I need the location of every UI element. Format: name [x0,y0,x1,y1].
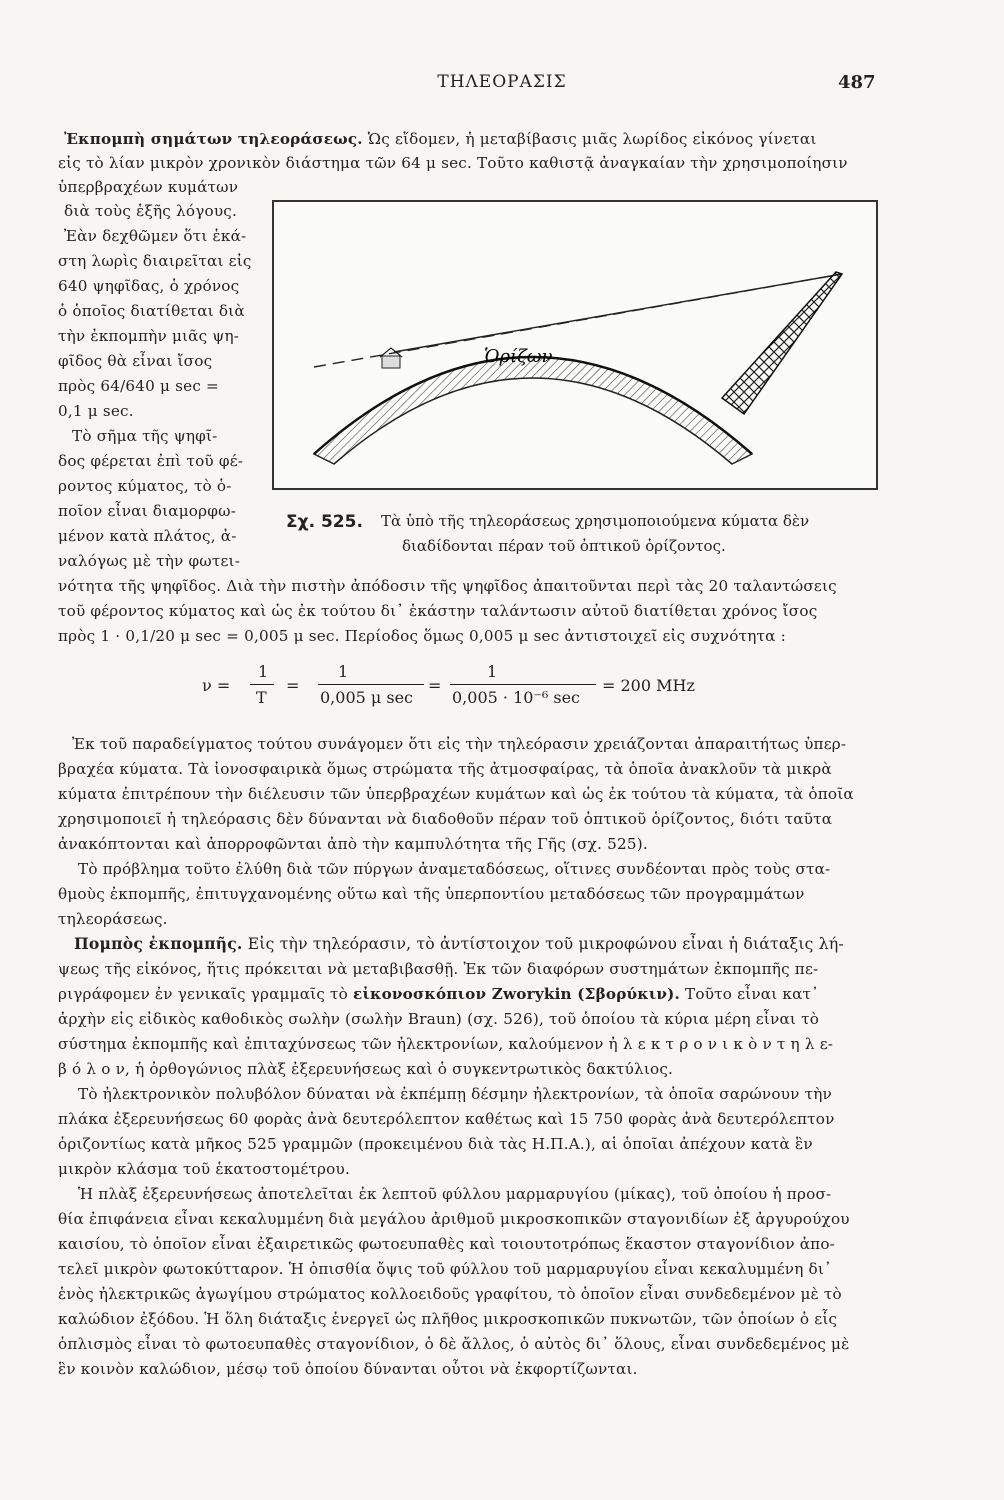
formula-lhs: ν = [202,676,231,695]
formula-equals: = [428,676,442,695]
paragraph-line: φῖδος θὰ εἶναι ἴσος [58,352,213,370]
paragraph-line: ὁ ὁποῖος διατίθεται διὰ [58,302,245,320]
formula-equals: = [286,676,300,695]
formula-denominator: T [256,688,267,707]
figure-caption-number: Σχ. 525. [286,512,363,532]
paragraph-line: β ό λ ο ν, ἡ ὀρθογώνιος πλὰξ ἐξερευνήσεως καὶ ὁ συγκεντρωτικὸς δακτύλιος. [58,1060,674,1078]
paragraph-line: μένον κατὰ πλάτος, ἀ- [58,527,237,545]
paragraph-line: Ἡ πλὰξ ἐξερευνήσεως ἀποτελεῖται ἐκ λεπτοῦ φύλλου μαρμαρυγίου (μίκας), τοῦ ὁποίου ἡ προσ- [78,1185,832,1203]
paragraph-line: ἓν κοινὸν καλώδιον, μέσῳ τοῦ ὁποίου δύνανται οὗτοι νὰ ἐκφορτίζωνται. [58,1360,638,1378]
section3-heading: Πομπὸς ἐκπομπῆς. [74,934,243,953]
iconoscope-term: εἰκονοσκόπιον Zworykin (Σβορύκιν). [353,985,680,1003]
paragraph-line: τηλεοράσεως. [58,910,168,928]
paragraph-line: μικρὸν κλάσμα τοῦ ἑκατοστομέτρου. [58,1160,350,1178]
paragraph-line: πλάκα ἐξερευνήσεως 60 φορὰς ἀνὰ δευτερόλεπτον καθέτως καὶ 15 750 φορὰς ἀνὰ δευτερόλεπτον [58,1110,835,1128]
paragraph-line: 0,1 μ sec. [58,402,134,420]
paragraph-line: καλώδιον ἐξόδου. Ἡ ὅλη διάταξις ἐνεργεῖ ὡς πλῆθος μικροσκοπικῶν πυκνωτῶν, τῶν ὁποίων ὁ εἷς [58,1310,838,1328]
earth-curvature [314,357,752,464]
paragraph-line: εἰς τὸ λίαν μικρὸν χρονικὸν διάστημα τῶν 64 μ sec. Τοῦτο καθιστᾷ ἀναγκαίαν τὴν χρησιμοποίησιν [58,154,848,172]
paragraph-line: θμοὺς ἐκπομπῆς, ἐπιτυγχανομένης οὕτω καὶ τῆς ὑπερποντίου μεταδόσεως τῶν προγραμμάτων [58,885,805,903]
paragraph-line: θία ἐπιφάνεια εἶναι κεκαλυμμένη διὰ μεγάλου ἀριθμοῦ μικροσκοπικῶν σταγονιδίων ἐξ ἀργυρούχου [58,1210,850,1228]
formula-numerator: 1 [338,662,349,681]
running-head: ΤΗΛΕΟΡΑΣΙΣ [437,72,567,92]
paragraph-line: ναλόγως μὲ τὴν φωτει- [58,552,241,570]
paragraph-line: στη λωρὶς διαιρεῖται εἰς [58,252,252,270]
paragraph-line: ἀνακόπτονται καὶ ἀπορροφῶνται ἀπὸ τὴν καμπυλότητα τῆς Γῆς (σχ. 525). [58,835,648,853]
formula-denominator: 0,005 μ sec [320,688,414,707]
paragraph-line: βραχέα κύματα. Τὰ ἰονοσφαιρικὰ ὅμως στρώματα τῆς ἀτμοσφαίρας, τὰ ὁποῖα ἀνακλοῦν τὰ μικρὰ [58,760,832,778]
paragraph-text: Τοῦτο εἶναι κατ᾿ [680,985,819,1003]
paragraph-line: δος φέρεται ἐπὶ τοῦ φέ- [58,452,244,470]
paragraph-line: καισίου, τὸ ὁποῖον εἶναι ἐξαιρετικῶς φωτοευπαθὲς καὶ τοιουτοτρόπως ἕκαστον σταγονίδιον ἀπο- [58,1235,836,1253]
formula-numerator: 1 [487,662,498,681]
section1-heading: Ἐκπομπὴ σημάτων τηλεοράσεως. [64,130,363,148]
paragraph-text: ριγράφομεν ἐν γενικαῖς γραμμαῖς τὸ [58,985,354,1003]
paragraph-line: σύστημα ἐκπομπῆς καὶ ἐπιταχύνσεως τῶν ἠλεκτρονίων, καλούμενον ἠ λ ε κ τ ρ ο ν ι κ ὸ ν τ η λ ε- [58,1035,834,1053]
formula-numerator: 1 [258,662,269,681]
figure-caption-line2: διαδίδονται πέραν τοῦ ὀπτικοῦ ὁρίζοντος. [402,537,726,555]
horizon-label: Ὁρίζων [484,346,553,367]
transmission-tower [722,272,842,414]
paragraph-line: Ἐκ τοῦ παραδείγματος τούτου συνάγομεν ὅτι εἰς τὴν τηλεόρασιν χρειάζονται ἀπαραιτήτως ὑπερ- [72,735,847,753]
paragraph-line: ψεως τῆς εἰκόνος, ἥτις πρόκειται νὰ μεταβιβασθῇ. Ἐκ τῶν διαφόρων συστημάτων ἐκπομπῆς πε- [58,960,819,978]
paragraph-line: ὑπερβραχέων κυμάτων [58,178,239,196]
page-number: 487 [838,72,876,93]
section1-line-1 [64,129,816,149]
section3-line-3 [58,984,819,1004]
paragraph-line: πρὸς 1 · 0,1/20 μ sec = 0,005 μ sec. Περίοδος ὅμως 0,005 μ sec ἀντιστοιχεῖ εἰς συχνότητα : [58,627,786,645]
section1-text: Ὡς εἴδομεν, ἡ μεταβίβασις μιᾶς λωρίδος εἰκόνος γίνεται [362,130,817,148]
paragraph-line: πρὸς 64/640 μ sec = [58,377,219,395]
paragraph-line: ὁπλισμὸς εἶναι τὸ φωτοευπαθὲς σταγονίδιον, ὁ δὲ ἄλλος, ὁ αὐτὸς δι᾿ ὅλους, εἶναι συνδεδεμένος μὲ [58,1335,850,1353]
formula-denominator: 0,005 · 10⁻⁶ sec [452,688,581,707]
paragraph-line: 640 ψηφῖδας, ὁ χρόνος [58,277,240,295]
figure-caption-line1: Τὰ ὑπὸ τῆς τηλεοράσεως χρησιμοποιούμενα κύματα δὲν [381,512,810,530]
paragraph-line: Τὸ πρόβλημα τοῦτο ἐλύθη διὰ τῶν πύργων ἀναμεταδόσεως, οἵτινες συνδέονται πρὸς τοὺς στα- [78,860,831,878]
paragraph-line: χρησιμοποιεῖ ἡ τηλεόρασις δὲν δύνανται νὰ διαδοθοῦν πέραν τοῦ ὀπτικοῦ ὁρίζοντος, διότι ταῦτα [58,810,833,828]
paragraph-line: κύματα ἐπιτρέπουν τὴν διέλευσιν τῶν ὑπερβραχέων κυμάτων καὶ ὡς ἐκ τούτου τὰ κύματα, τὰ ὁποῖα [58,785,854,803]
paragraph-line: ροντος κύματος, τὸ ὁ- [58,477,232,495]
section3-line-1 [74,934,844,954]
section3-text: Εἰς τὴν τηλεόρασιν, τὸ ἀντίστοιχον τοῦ μικροφώνου εἶναι ἡ διάταξις λή- [242,935,844,953]
paragraph-line: Τὸ ἠλεκτρονικὸν πολυβόλον δύναται νὰ ἐκπέμπῃ δέσμην ἠλεκτρονίων, τὰ ὁποῖα σαρώνουν τὴν [78,1085,832,1103]
paragraph-line: τοῦ φέροντος κύματος καὶ ὡς ἐκ τούτου δι᾿ ἑκάστην ταλάντωσιν αὐτοῦ διατίθεται χρόνος ἴσος [58,602,818,620]
figure-illustration [274,202,876,488]
paragraph-line: ἑνὸς ἠλεκτρικῶς ἀγωγίμου στρώματος κολλοειδοῦς γραφίτου, τὸ ὁποῖον εἶναι συνδεδεμένον μὲ τὸ [58,1285,842,1303]
paragraph-line: ἀρχὴν εἰς εἰδικὸς καθοδικὸς σωλὴν (σωλὴν Braun) (σχ. 526), τοῦ ὁποίου τὰ κύρια μέρη εἶναι τὸ [58,1010,820,1028]
paragraph-line: ποῖον εἶναι διαμορφω- [58,502,237,520]
paragraph-line: Ἐὰν δεχθῶμεν ὅτι ἑκά- [64,227,247,245]
formula-rhs: = 200 MHz [602,676,695,695]
paragraph-line: νότητα τῆς ψηφῖδος. Διὰ τὴν πιστὴν ἀπόδοσιν τῆς ψηφῖδος ἀπαιτοῦνται περὶ τὰς 20 ταλαντώσεις [58,577,837,595]
paragraph-line: διὰ τοὺς ἑξῆς λόγους. [64,202,237,220]
paragraph-line: Τὸ σῆμα τῆς ψηφῖ- [72,427,218,445]
paragraph-line: ὁριζοντίως κατὰ μῆκος 525 γραμμῶν (προκειμένου διὰ τὰς Η.Π.Α.), αἱ ὁποῖαι ἀπέχουν κατὰ ἓν [58,1135,813,1153]
paragraph-line: τὴν ἐκπομπὴν μιᾶς ψη- [58,327,240,345]
paragraph-line: τελεῖ μικρὸν φωτοκύτταρον. Ἡ ὀπισθία ὄψις τοῦ φύλλου τοῦ μαρμαρυγίου εἶναι κεκαλυμμένη δι᾿ [58,1260,832,1278]
figure-525 [272,200,878,490]
